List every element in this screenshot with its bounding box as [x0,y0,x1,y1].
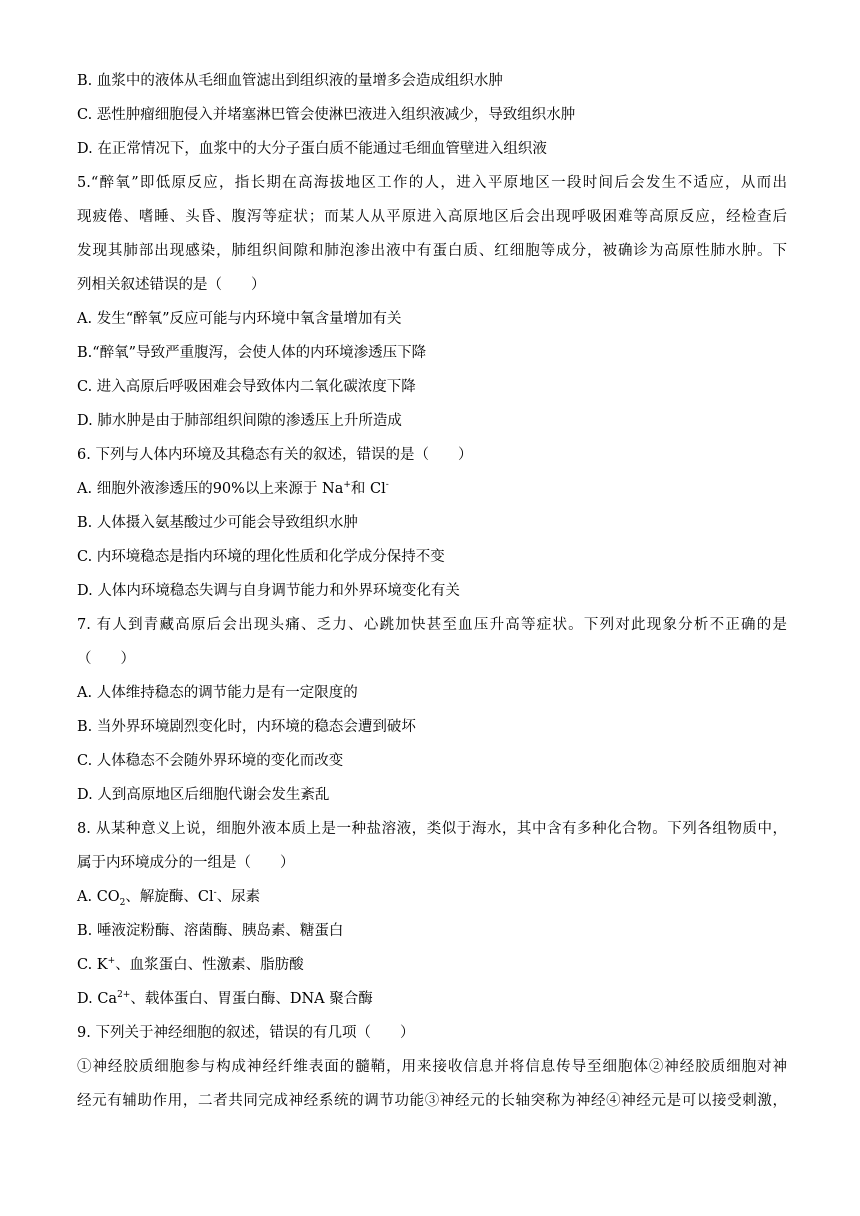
q8-stem-line-1: 8. 从某种意义上说，细胞外液本质上是一种盐溶液，类似于海水，其中含有多种化合物。下列各组物质中， [77,821,787,837]
q6-stem: 6. 下列与人体内环境及其稳态有关的叙述，错误的是（ ） [77,447,473,463]
q4-option-c: C. 恶性肿瘤细胞侵入并堵塞淋巴管会使淋巴液进入组织液减少，导致组织水肿 [77,107,576,123]
q5-option-c: C. 进入高原后呼吸困难会导致体内二氧化碳浓度下降 [77,379,416,395]
q5-option-a: A. 发生“醉氧”反应可能与内环境中氧含量增加有关 [77,311,402,327]
q5-stem-line-3: 发现其肺部出现感染，肺组织间隙和肺泡渗出液中有蛋白质、红细胞等成分，被确诊为高原性肺水肿。下 [77,243,787,259]
q6-option-d: D. 人体内环境稳态失调与自身调节能力和外界环境变化有关 [77,583,460,599]
q9-body-line-2: 经元有辅助作用，二者共同完成神经系统的调节功能③神经元的长轴突称为神经④神经元是可以接受刺激， [77,1093,787,1109]
q8-option-a: A. $CO_2$、解旋酶、Cl-、尿素 [77,888,261,908]
q7-option-c: C. 人体稳态不会随外界环境的变化而改变 [77,753,344,769]
q7-option-b: B. 当外界环境剧烈变化时，内环境的稳态会遭到破坏 [77,719,416,735]
q6-option-c: C. 内环境稳态是指内环境的理化性质和化学成分保持不变 [77,549,445,565]
q7-stem-line-2: （ ） [77,651,135,667]
q9-stem: 9. 下列关于神经细胞的叙述，错误的有几项（ ） [77,1025,415,1041]
q7-option-d: D. 人到高原地区后细胞代谢会发生紊乱 [77,787,330,803]
q5-option-d: D. 肺水肿是由于肺部组织间隙的渗透压上升所造成 [77,413,402,429]
q8-stem-line-2: 属于内环境成分的一组是（ ） [77,855,295,871]
q8-option-d: D. $Ca^{2+}$、载体蛋白、胃蛋白酶、DNA 聚合酶 [77,990,373,1007]
q4-option-d: D. 在正常情况下，血浆中的大分子蛋白质不能通过毛细血管壁进入组织液 [77,141,547,157]
q5-stem-line-1: 5.“醉氧”即低原反应，指长期在高海拔地区工作的人，进入平原地区一段时间后会发生不适应，从而出 [77,175,787,191]
q9-body-line-1: ①神经胶质细胞参与构成神经纤维表面的髓鞘，用来接收信息并将信息传导至细胞体②神经胶质细胞对神 [77,1059,787,1075]
q8-option-c: C. K+、血浆蛋白、性激素、脂肪酸 [77,956,304,973]
q4-option-b: B. 血浆中的液体从毛细血管滤出到组织液的量增多会造成组织水肿 [77,73,503,89]
q5-option-b: B.“醉氧”导致严重腹泻，会使人体的内环境渗透压下降 [77,345,427,361]
q7-stem-line-1: 7. 有人到青藏高原后会出现头痛、乏力、心跳加快甚至血压升高等症状。下列对此现象分析不正确的是 [77,617,787,633]
q6-option-b: B. 人体摄入氨基酸过少可能会导致组织水肿 [77,515,358,531]
q5-stem-line-2: 现疲倦、嗜睡、头昏、腹泻等症状；而某人从平原进入高原地区后会出现呼吸困难等高原反应，经检查后 [77,209,787,225]
q6-option-a: A. 细胞外液渗透压的90%以上来源于 Na+和 Cl- [77,480,389,497]
q8-option-b: B. 唾液淀粉酶、溶菌酶、胰岛素、糖蛋白 [77,923,344,939]
q5-stem-line-4: 列相关叙述错误的是（ ） [77,277,266,293]
q7-option-a: A. 人体维持稳态的调节能力是有一定限度的 [77,685,358,701]
